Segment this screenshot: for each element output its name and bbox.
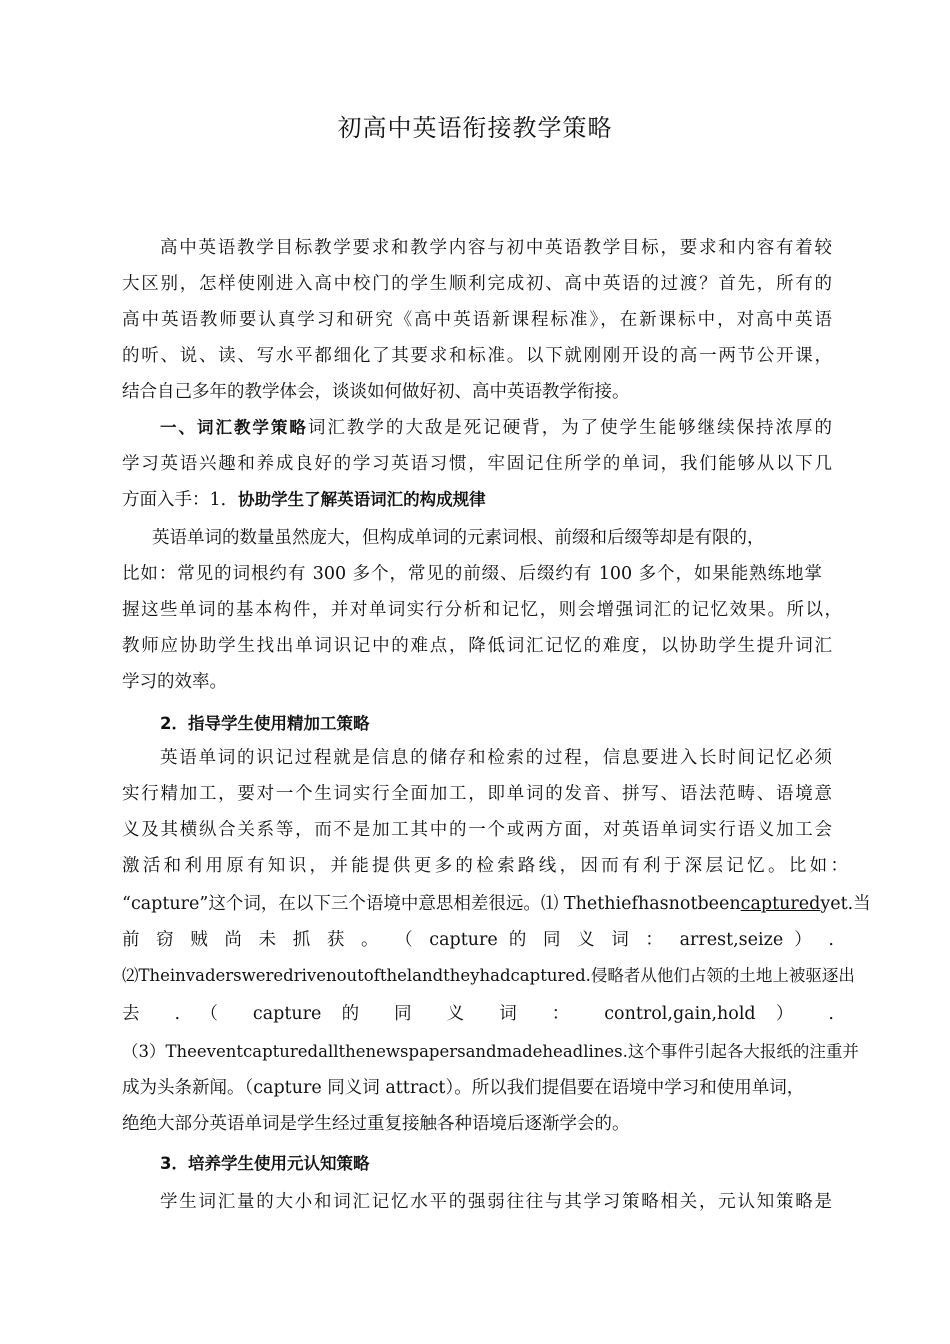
paragraph-line: 义及其横纵合关系等，而不是加工其中的一个或两方面，对英语单词实行语义加工会 [122,820,832,840]
paragraph-line: 成为头条新闻。（capture 同义词 attract）。所以我们提倡要在语境中学习和使用单词， [122,1078,805,1098]
paragraph-text: 词汇教学的大敌是死记硬背，为了使学生能够继续保持浓厚的 [307,418,833,438]
paragraph-line: 教师应协助学生找出单词识记中的难点，降低词汇记忆的难度，以协助学生提升词汇 [122,636,832,656]
paragraph-line: 绝绝大部分英语单词是学生经过重复接触各种语境后逐渐学会的。 [122,1114,630,1134]
paragraph-line: 高中英语教学目标教学要求和教学内容与初中英语教学目标，要求和内容有着较 [160,238,832,258]
paragraph-line: 握这些单词的基本构件，并对单词实行分析和记忆，则会增强词汇的记忆效果。所以， [122,600,842,620]
paragraph-text: yet.当 [820,894,871,914]
paragraph-line: 比如：常见的词根约有 300 多个，常见的前缀、后缀约有 100 多个，如果能熟练地掌 [122,564,822,584]
underlined-word: captured [740,894,821,914]
paragraph-line: 英语单词的识记过程就是信息的储存和检索的过程，信息要进入长时间记忆必须 [160,748,832,768]
paragraph-line: 学习英语兴趣和养成良好的学习英语习惯，牢固记住所学的单词，我们能够从以下几 [122,454,832,474]
subheading: 2．指导学生使用精加工策略 [160,714,370,733]
paragraph-line: 的听、说、读、写水平都细化了其要求和标准。以下就刚刚开设的高一两节公开课， [122,346,832,366]
paragraph-text: “capture”这个词，在以下三个语境中意思相差很远。⑴ Thethiefhasnotbeen [122,894,741,914]
paragraph-line: ⑵Theinvadersweredrivenoutofthelandtheyhadcaptured.侵略者从他们占领的土地上被驱逐出 [122,966,855,985]
paragraph-line: （3）Theeventcapturedallthenewspapersandmadeheadlines.这个事件引起各大报纸的注重并 [122,1042,859,1061]
paragraph-line: 大区别，怎样使刚进入高中校门的学生顺利完成初、高中英语的过渡？首先，所有的 [122,274,832,294]
paragraph-line: 英语单词的数量虽然庞大，但构成单词的元素词根、前缀和后缀等却是有限的， [152,528,765,548]
paragraph-line: 高中英语教师要认真学习和研究《高中英语新课程标准》，在新课标中，对高中英语 [122,310,832,330]
paragraph-text: 方面入手：1． [122,490,239,510]
subheading: 协助学生了解英语词汇的构成规律 [238,490,486,509]
section-heading: 一、词汇教学策略 [160,418,308,437]
paragraph-line: 学习的效率。 [122,672,227,692]
subheading: 3．培养学生使用元认知策略 [160,1154,370,1173]
paragraph-line: 前 窃 贼 尚 未 抓 获 。 （ capture 的 同 义 词 ： arrest,seize ） . [122,930,834,950]
paragraph-line: 结合自己多年的教学体会，谈谈如何做好初、高中英语教学衔接。 [122,382,630,402]
paragraph-line: 激活和利用原有知识，并能提供更多的检索路线，因而有利于深层记忆。比如： [122,856,848,876]
paragraph-line [122,892,871,916]
subheading-line [122,488,832,512]
section-heading-line [160,416,832,440]
paragraph-line: 学生词汇量的大小和词汇记忆水平的强弱往往与其学习策略相关，元认知策略是 [160,1192,832,1212]
document-title: 初高中英语衔接教学策略 [337,114,613,142]
paragraph-line: 实行精加工，要对一个生词实行全面加工，即单词的发音、拼写、语法范畴、语境意 [122,784,832,804]
paragraph-line: 去 . （ capture 的 同 义 词 ： control,gain,hold ） . [122,1004,834,1024]
